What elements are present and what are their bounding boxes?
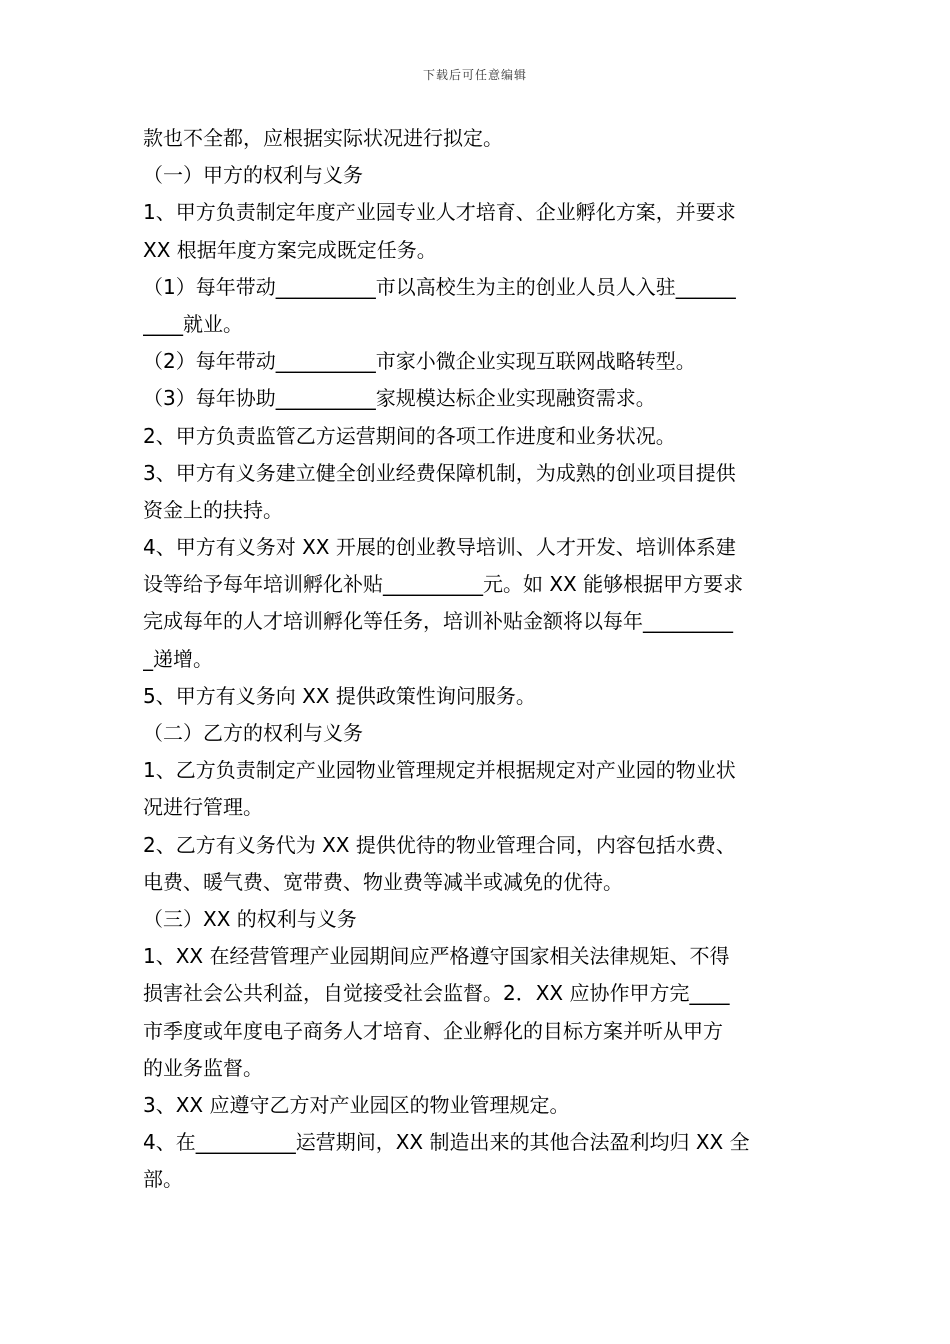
text-line: 4、甲方有义务对 XX 开展的创业教导培训、人才开发、培训体系建 — [143, 535, 736, 560]
text-line: 部。 — [143, 1167, 183, 1192]
text-line: _递增。 — [143, 646, 213, 671]
text-line: 4、在__________运营期间，XX 制造出来的其他合法盈利均归 XX 全 — [143, 1130, 750, 1155]
text-line: XX 根据年度方案完成既定任务。 — [143, 237, 437, 262]
text-line: （1）每年带动__________市以高校生为主的创业人员人入驻______ — [143, 274, 736, 299]
text-line: 完成每年的人才培训孵化等任务，培训补贴金额将以每年_________ — [143, 609, 733, 634]
document-body — [143, 120, 811, 1198]
text-line: 5、甲方有义务向 XX 提供政策性询问服务。 — [143, 683, 536, 708]
section-heading: （三）XX 的权利与义务 — [143, 906, 357, 931]
text-line: 2、乙方有义务代为 XX 提供优待的物业管理合同，内容包括水费、 — [143, 832, 736, 857]
text-line: 1、XX 在经营管理产业园期间应严格遵守国家相关法律规矩、不得 — [143, 944, 730, 969]
text-line: 设等给予每年培训孵化补贴__________元。如 XX 能够根据甲方要求 — [143, 572, 744, 597]
text-line: 市季度或年度电子商务人才培育、企业孵化的目标方案并听从甲方 — [143, 1018, 723, 1043]
text-line: 况进行管理。 — [143, 795, 263, 820]
text-line: 3、XX 应遵守乙方对产业园区的物业管理规定。 — [143, 1092, 570, 1117]
text-line: ____就业。 — [143, 311, 243, 336]
section-heading: （二）乙方的权利与义务 — [143, 721, 363, 745]
text-line: 资金上的扶持。 — [143, 497, 283, 522]
text-line: 款也不全都，应根据实际状况进行拟定。 — [143, 126, 503, 150]
text-line: 电费、暖气费、宽带费、物业费等减半或减免的优待。 — [143, 869, 623, 894]
text-line: 1、乙方负责制定产业园物业管理规定并根据规定对产业园的物业状 — [143, 758, 736, 783]
text-line: 3、甲方有义务建立健全创业经费保障机制，为成熟的创业项目提供 — [143, 460, 736, 485]
section-heading: （一）甲方的权利与义务 — [143, 163, 363, 188]
text-line: （2）每年带动__________市家小微企业实现互联网战略转型。 — [143, 349, 696, 374]
text-line: 损害社会公共利益，自觉接受社会监督。2．XX 应协作甲方完____ — [143, 981, 730, 1006]
text-line: （3）每年协助__________家规模达标企业实现融资需求。 — [143, 386, 656, 411]
text-line: 2、甲方负责监管乙方运营期间的各项工作进度和业务状况。 — [143, 423, 676, 448]
text-line: 1、甲方负责制定年度产业园专业人才培育、企业孵化方案，并要求 — [143, 200, 736, 225]
text-line: 的业务监督。 — [143, 1055, 263, 1080]
page-header: 下载后可任意编辑 — [422, 68, 527, 82]
